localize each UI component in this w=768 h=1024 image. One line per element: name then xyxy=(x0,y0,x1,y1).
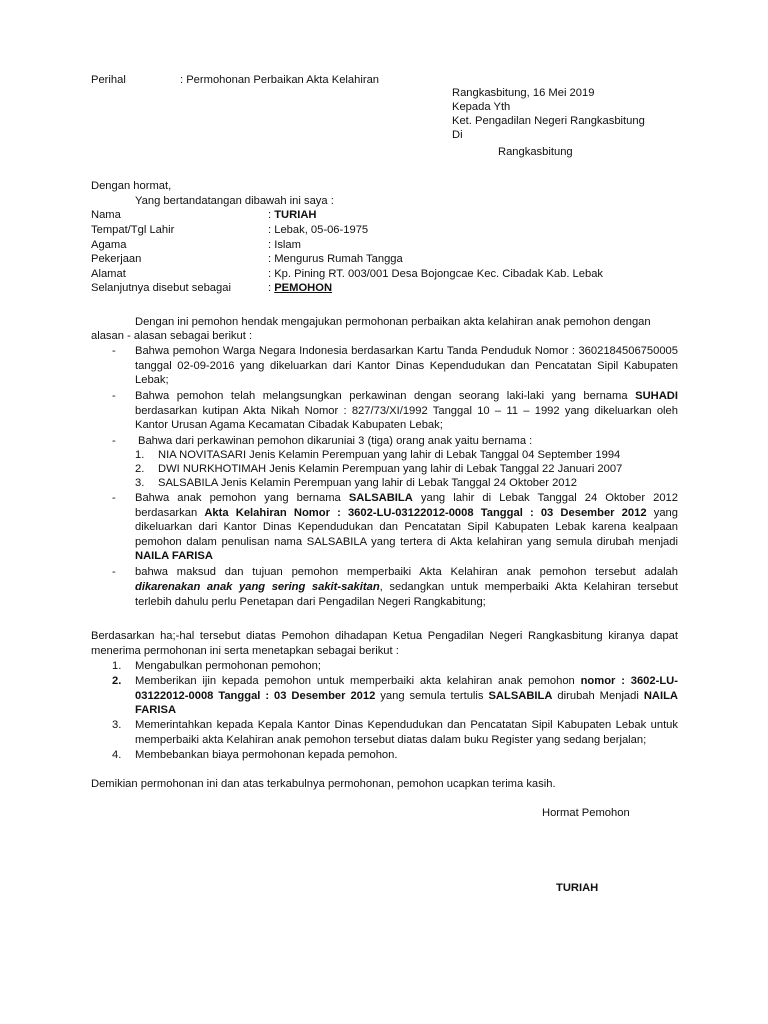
new-name: NAILA FARISA xyxy=(135,550,213,563)
request-number: 2. xyxy=(112,675,122,687)
purpose-reason: dikarenakan anak yang sering sakit-sakitan xyxy=(135,581,380,593)
recipient: Ket. Pengadilan Negeri Rangkasbitung xyxy=(452,115,645,127)
signature-hormat: Hormat Pemohon xyxy=(542,807,630,819)
bullet-dash: - xyxy=(112,345,116,357)
text: bahwa maksud dan tujuan pemohon memperbaiki Akta Kelahiran anak pemohon tersebut adalah xyxy=(135,566,678,578)
text: berdasarkan kutipan Akta Nikah Nomor : 827/73/XI/1992 Tanggal 10 – 11 – 1992 yang dikeluarkan oleh Kantor Urusan Agama Kecamatan Cibadak Kabupaten Lebak; xyxy=(135,404,678,432)
identity-job-value: Mengurus Rumah Tangga xyxy=(274,253,403,265)
text: , sedangkan untuk memperbaiki Akta Kelahiran tersebut terlebih dahulu perlu Penetapan dari Pengadilan Negeri Rangkabitung; xyxy=(135,581,678,608)
identity-label: Nama xyxy=(91,209,121,221)
bullet-birth-certificate xyxy=(135,491,678,564)
identity-label: Agama xyxy=(91,239,127,251)
request-item: Memerintahkan kepada Kepala Kantor Dinas Kependudukan dan Pencatatan Sipil Kabupaten Lebak untuk memperbaiki akta Kelahiran anak pemohon tersebut diatas dalam buku Register yang sedang berjalan; xyxy=(135,719,678,746)
identity-name-value: TURIAH xyxy=(274,209,317,221)
child-number: 3. xyxy=(135,477,145,489)
child-item: DWI NURKHOTIMAH Jenis Kelamin Perempuan yang lahir di Lebak Tanggal 22 Januari 2007 xyxy=(158,463,623,475)
identity-value: : Mengurus Rumah Tangga xyxy=(268,253,403,265)
text: yang semula tertulis xyxy=(375,689,489,702)
greeting: Dengan hormat, xyxy=(91,180,172,192)
paragraph-intro-line2: alasan - alasan sebagai berikut : xyxy=(91,330,253,342)
place-date: Rangkasbitung, 16 Mei 2019 xyxy=(452,87,595,99)
identity-value: : Kp. Pining RT. 003/001 Desa Bojongcae Kec. Cibadak Kab. Lebak xyxy=(268,268,604,280)
signature-name: TURIAH xyxy=(556,882,599,894)
text: yang dikeluarkan dari Kantor Dinas Kependudukan dan Pencatatan Sipil Kabupaten Lebak karena kealpaan pemohon dalam penulisan nama SALSABILA yang tertera di Akta kelahiran yang semula dirubah menjadi xyxy=(135,506,678,548)
recipient-city: Rangkasbitung xyxy=(498,146,573,158)
identity-address-value: Kp. Pining RT. 003/001 Desa Bojongcae Kec. Cibadak Kab. Lebak xyxy=(274,268,604,280)
text: Bahwa anak pemohon yang bernama xyxy=(135,492,349,504)
child-name: SALSABILA xyxy=(348,492,413,504)
akta-number: Akta Kelahiran Nomor : 3602-LU-03122012-0008 Tanggal : 03 Desember 2012 xyxy=(204,506,647,519)
identity-role-value: PEMOHON xyxy=(274,282,333,294)
bullet-dash: - xyxy=(112,435,116,447)
di-label: Di xyxy=(452,129,463,141)
perihal-label: Perihal xyxy=(91,74,126,86)
identity-label: Selanjutnya disebut sebagai xyxy=(91,282,231,294)
intro-line: Yang bertandatangan dibawah ini saya : xyxy=(135,195,334,207)
bullet-marriage xyxy=(135,389,678,433)
identity-value: : TURIAH xyxy=(268,209,317,221)
paragraph-request: Berdasarkan ha;-hal tersebut diatas Pemohon dihadapan Ketua Pengadilan Negeri Rangkasbitung kiranya dapat menerima permohonan ini serta menetapkan sebagai berikut : xyxy=(91,630,678,657)
text: Bahwa pemohon telah melangsungkan perkawinan dengan seorang laki-laki yang bernama xyxy=(135,390,636,402)
identity-birth-value: Lebak, 05-06-1975 xyxy=(274,224,369,236)
child-item: SALSABILA Jenis Kelamin Perempuan yang lahir di Lebak Tanggal 24 Oktober 2012 xyxy=(158,477,577,489)
closing-line: Demikian permohonan ini dan atas terkabulnya permohonan, pemohon ucapkan terima kasih. xyxy=(91,778,556,790)
request-item xyxy=(135,674,678,718)
child-number: 2. xyxy=(135,463,145,475)
child-number: 1. xyxy=(135,449,145,461)
text: yang lahir di Lebak Tanggal 24 Oktober 2012 berdasarkan xyxy=(135,492,678,519)
identity-value: : PEMOHON xyxy=(268,282,333,294)
bullet-children: Bahwa dari perkawinan pemohon dikaruniai 3 (tiga) orang anak yaitu bernama : xyxy=(138,435,533,447)
identity-label: Tempat/Tgl Lahir xyxy=(91,224,175,236)
kepada-yth: Kepada Yth xyxy=(452,101,511,113)
request-number: 1. xyxy=(112,660,122,672)
request-item: Membebankan biaya permohonan kepada pemohon. xyxy=(135,749,398,761)
old-name: SALSABILA xyxy=(488,689,553,702)
identity-label: Alamat xyxy=(91,268,126,280)
bullet-purpose xyxy=(135,565,678,610)
text: dirubah Menjadi xyxy=(552,689,644,702)
text: Memberikan ijin kepada pemohon untuk memperbaiki akta kelahiran anak pemohon xyxy=(135,675,581,687)
request-item: Mengabulkan permohonan pemohon; xyxy=(135,660,321,672)
request-number: 3. xyxy=(112,719,122,731)
bullet-ktp: Bahwa pemohon Warga Negara Indonesia berdasarkan Kartu Tanda Penduduk Nomor : 3602184506750005 tanggal 02-09-2016 yang dikeluarkan dari Kantor Dinas Kependudukan dan Pencatatan Sipil Kabupaten Lebak; xyxy=(135,345,678,387)
bullet-dash: - xyxy=(112,492,116,504)
identity-value: : Lebak, 05-06-1975 xyxy=(268,224,369,236)
identity-religion-value: Islam xyxy=(274,239,301,251)
paragraph-intro-line1: Dengan ini pemohon hendak mengajukan permohonan perbaikan akta kelahiran anak pemohon dengan xyxy=(135,316,651,328)
husband-name: SUHADI xyxy=(635,390,678,402)
identity-value: : Islam xyxy=(268,239,301,251)
child-item: NIA NOVITASARI Jenis Kelamin Perempuan yang lahir di Lebak Tanggal 04 September 1994 xyxy=(158,449,621,461)
perihal-value: : Permohonan Perbaikan Akta Kelahiran xyxy=(180,74,380,86)
bullet-dash: - xyxy=(112,566,116,578)
identity-label: Pekerjaan xyxy=(91,253,142,265)
akta-number: nomor : 3602-LU-03122012-0008 Tanggal : 03 Desember 2012 xyxy=(135,675,678,702)
bullet-dash: - xyxy=(112,390,116,402)
request-number: 4. xyxy=(112,749,122,761)
new-name: NAILA FARISA xyxy=(135,689,678,717)
